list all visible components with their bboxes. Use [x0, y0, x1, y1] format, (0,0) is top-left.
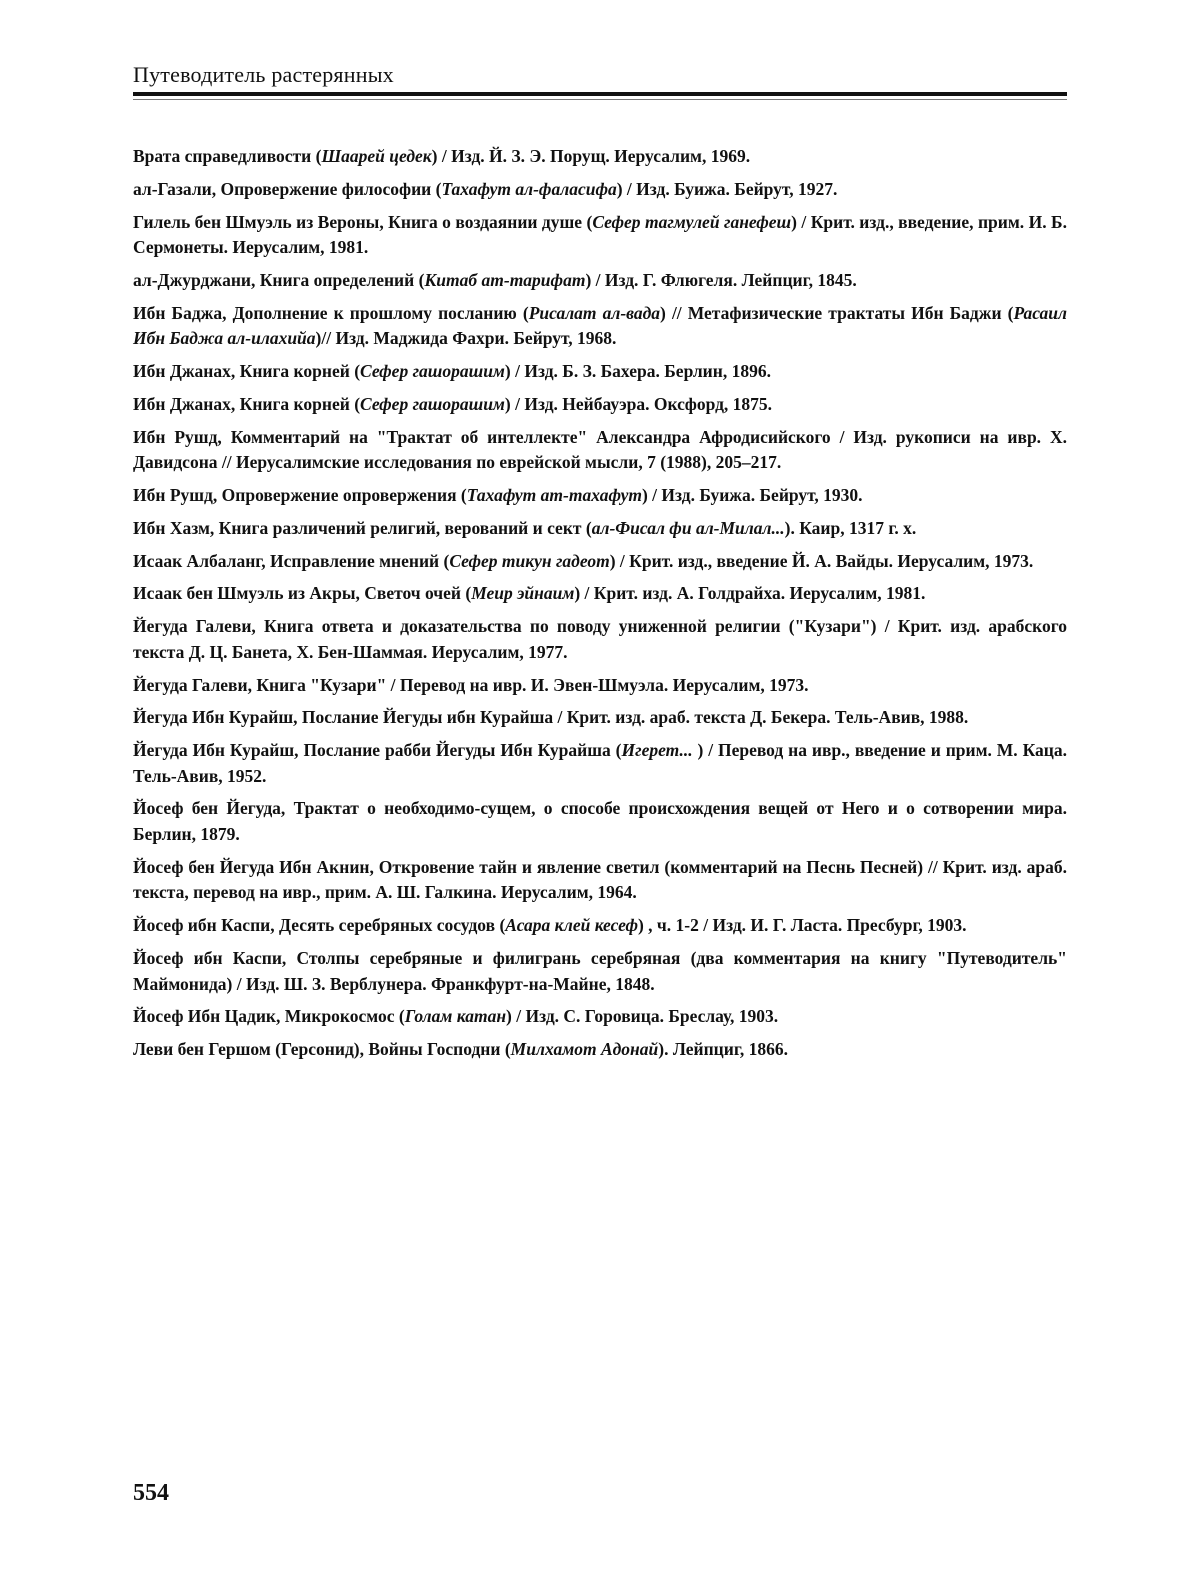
- bibliography-entry: [133, 796, 1067, 847]
- entry-text: ) , ч. 1-2 / Изд. И. Г. Ласта. Пресбург, 1903.: [637, 915, 967, 936]
- bibliography-entry: [133, 1004, 1067, 1030]
- bibliography-entry: [133, 614, 1067, 665]
- entry-text: Ибн Рушд, Опровержение опровержения (: [133, 485, 467, 506]
- entry-work-title: Голам катан: [404, 1006, 507, 1027]
- entry-text: Йегуда Галеви, Книга "Кузари" / Перевод на ивр. И. Эвен-Шмуэла. Иерусалим, 1973.: [133, 674, 809, 695]
- bibliography-entry: [133, 705, 1067, 731]
- entry-text: ). Лейпциг, 1866.: [658, 1039, 788, 1060]
- bibliography-list: [133, 144, 1067, 1070]
- entry-work-title: Сефер тагмулей ганефеш: [592, 211, 792, 232]
- entry-work-title: ал-Фисал фи ал-Милал...: [591, 517, 785, 538]
- entry-text: ) / Изд. С. Горовица. Бреслау, 1903.: [506, 1006, 779, 1027]
- entry-work-title: Игерет...: [621, 740, 693, 761]
- header-rule: [133, 92, 1067, 96]
- entry-text: Йосеф Ибн Цадик, Микрокосмос (: [133, 1006, 405, 1027]
- entry-work-title: Тахафут ат-тахафут: [466, 485, 642, 506]
- bibliography-entry: [133, 268, 1067, 294]
- entry-text: ) / Перевод на ивр., введение и прим. М. Каца. Тель-Авив, 1952.: [133, 740, 1067, 786]
- entry-text: Ибн Джанах, Книга корней (: [133, 393, 361, 414]
- entry-work-title: Милхамот Адонай: [510, 1039, 659, 1060]
- bibliography-entry: [133, 946, 1067, 997]
- entry-text: Йосеф ибн Каспи, Десять серебряных сосудов (: [133, 915, 506, 936]
- bibliography-entry: [133, 913, 1067, 939]
- entry-text: Исаак Албаланг, Исправление мнений (: [133, 550, 450, 571]
- entry-work-title: Тахафут ал-фаласифа: [441, 178, 617, 199]
- entry-text: ) / Изд. Б. З. Бахера. Берлин, 1896.: [504, 361, 771, 382]
- entry-text: ) / Крит. изд. А. Голдрайха. Иерусалим, 1981.: [574, 583, 926, 604]
- entry-text: ) // Метафизические трактаты Ибн Баджи (: [660, 302, 1014, 323]
- entry-text: Йосеф бен Йегуда, Трактат о необходимо-сущем, о способе происхождения вещей от Него и о сотворении мира. Берлин, 1879.: [133, 798, 1067, 845]
- bibliography-entry: [133, 425, 1067, 476]
- bibliography-entry: [133, 738, 1067, 789]
- bibliography-entry: [133, 301, 1067, 352]
- entry-text: Йосеф ибн Каспи, Столпы серебряные и филигрань серебряная (два комментария на книгу "Путеводитель" Маймонида) / Изд. Ш. З. Верблунера. Франкфурт-на-Майне, 1848.: [133, 948, 1067, 994]
- bibliography-entry: [133, 549, 1067, 575]
- entry-work-title: Сефер тикун гадеот: [449, 550, 610, 571]
- entry-text: ) / Изд. Г. Флюгеля. Лейпциг, 1845.: [585, 269, 857, 290]
- entry-work-title: Меир эйнаим: [471, 583, 575, 604]
- entry-work-title: Сефер гашорашим: [360, 361, 505, 382]
- entry-text: ал-Джурджани, Книга определений (: [133, 269, 425, 290]
- entry-text: Ибн Рушд, Комментарий на "Трактат об интеллекте" Александра Афродисийского / Изд. рукописи на ивр. Х. Давидсона // Иерусалимские исследования по еврейской мысли, 7 (1988), 205–217.: [133, 426, 1067, 473]
- bibliography-entry: [133, 516, 1067, 542]
- entry-text: ) / Изд. Нейбауэра. Оксфорд, 1875.: [504, 393, 773, 414]
- entry-work-title: Расаил Ибн Баджа ал-илахийа: [133, 302, 1067, 349]
- header-rule-thin: [133, 99, 1067, 100]
- entry-text: Йегуда Галеви, Книга ответа и доказательства по поводу униженной религии ("Кузари") / Крит. изд. арабского текста Д. Ц. Банета, Х. Бен-Шаммая. Иерусалим, 1977.: [133, 616, 1067, 662]
- entry-text: ) / Крит. изд., введение, прим. И. Б. Сермонеты. Иерусалим, 1981.: [133, 211, 1067, 258]
- entry-text: Йосеф бен Йегуда Ибн Акнин, Откровение тайн и явление светил (комментарий на Песнь Песней) // Крит. изд. араб. текста, перевод на ивр., прим. А. Ш. Галкина. Иерусалим, 1964.: [133, 856, 1067, 903]
- entry-text: Врата справедливости (: [133, 146, 322, 166]
- entry-text: ал-Газали, Опровержение философии (: [133, 178, 442, 199]
- entry-text: Исаак бен Шмуэль из Акры, Светоч очей (: [133, 583, 472, 604]
- bibliography-entry: [133, 673, 1067, 699]
- entry-text: Ибн Джанах, Книга корней (: [133, 361, 361, 382]
- entry-text: Ибн Баджа, Дополнение к прошлому посланию (: [133, 302, 529, 323]
- entry-text: ) / Изд. Буижа. Бейрут, 1927.: [616, 178, 838, 199]
- entry-work-title: Асара клей кесеф: [505, 915, 638, 936]
- entry-work-title: Китаб ат-тарифат: [424, 269, 586, 290]
- entry-work-title: Рисалат ал-вада: [528, 302, 661, 323]
- entry-text: Леви бен Гершом (Герсонид), Войны Господни (: [133, 1039, 511, 1060]
- bibliography-entry: [133, 855, 1067, 906]
- entry-text: Ибн Хазм, Книга различений религий, верований и сект (: [133, 517, 592, 538]
- bibliography-entry: [133, 483, 1067, 509]
- page-number: 554: [133, 1480, 169, 1506]
- entry-text: Гилель бен Шмуэль из Вероны, Книга о воздаянии душе (: [133, 211, 593, 232]
- entry-text: Йегуда Ибн Курайш, Послание рабби Йегуды Ибн Курайша (: [133, 740, 622, 761]
- entry-text: Йегуда Ибн Курайш, Послание Йегуды ибн Курайша / Крит. изд. араб. текста Д. Бекера. Тель-Авив, 1988.: [133, 707, 969, 728]
- bibliography-entry: [133, 1037, 1067, 1063]
- entry-work-title: Сефер гашорашим: [360, 393, 505, 414]
- entry-text: ) / Крит. изд., введение Й. А. Вайды. Иерусалим, 1973.: [609, 550, 1034, 571]
- bibliography-entry: [133, 581, 1067, 607]
- entry-text: )// Изд. Маджида Фахри. Бейрут, 1968.: [315, 328, 617, 349]
- entry-text: ). Каир, 1317 г. х.: [784, 517, 917, 538]
- bibliography-entry: [133, 177, 1067, 203]
- bibliography-entry: [133, 144, 1067, 170]
- bibliography-entry: [133, 359, 1067, 385]
- running-head: Путеводитель растерянных: [133, 62, 394, 87]
- bibliography-entry: [133, 392, 1067, 418]
- entry-text: ) / Изд. Й. З. Э. Порущ. Иерусалим, 1969.: [431, 146, 751, 166]
- entry-text: ) / Изд. Буижа. Бейрут, 1930.: [641, 485, 863, 506]
- bibliography-entry: [133, 210, 1067, 261]
- entry-work-title: Шаарей цедек: [321, 146, 432, 166]
